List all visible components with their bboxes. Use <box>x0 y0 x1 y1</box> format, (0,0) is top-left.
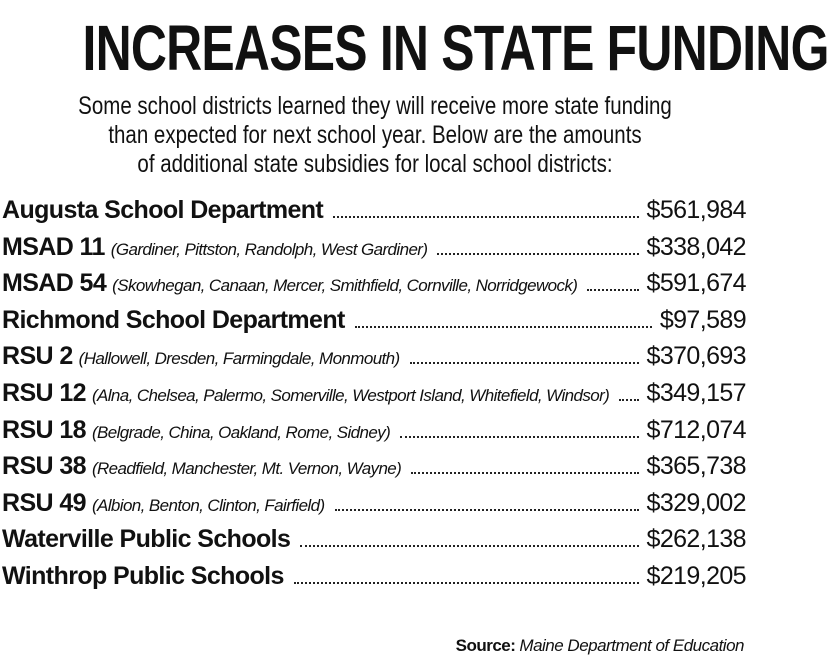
district-name: RSU 2 <box>2 342 73 371</box>
dot-leader <box>587 289 638 291</box>
intro-paragraph <box>68 92 683 179</box>
funding-row-augusta <box>2 192 746 229</box>
funding-row-rsu-38 <box>2 448 746 485</box>
row-label <box>2 229 647 269</box>
district-name: MSAD 11 <box>2 232 105 261</box>
dot-leader <box>619 399 638 401</box>
row-label <box>2 521 647 558</box>
dot-leader <box>294 582 639 584</box>
source-credit <box>456 634 744 658</box>
dot-leader <box>333 216 638 218</box>
funding-row-rsu-49 <box>2 485 746 522</box>
funding-row-winthrop <box>2 558 746 595</box>
funding-amount: $591,674 <box>646 269 746 298</box>
district-name: MSAD 54 <box>2 269 107 298</box>
row-label <box>2 412 647 452</box>
source-name: Maine Department of Education <box>519 636 744 655</box>
district-towns: (Belgrade, China, Oakland, Rome, Sidney) <box>91 422 391 442</box>
funding-amount: $365,738 <box>646 452 746 481</box>
row-label <box>2 558 647 595</box>
funding-amount: $370,693 <box>646 342 746 371</box>
funding-row-waterville <box>2 521 746 558</box>
funding-row-rsu-18 <box>2 412 746 449</box>
funding-amount: $329,002 <box>646 488 746 517</box>
funding-amount: $97,589 <box>659 305 746 334</box>
district-name: Waterville Public Schools <box>2 525 291 554</box>
funding-amount: $712,074 <box>646 415 746 444</box>
dot-leader <box>300 545 638 547</box>
dot-leader <box>411 472 638 474</box>
dot-leader <box>400 436 638 438</box>
dot-leader <box>335 509 639 511</box>
funding-row-msad-54 <box>2 265 746 302</box>
row-label <box>2 192 647 229</box>
funding-row-rsu-12 <box>2 375 746 412</box>
row-label <box>2 448 647 488</box>
headline: INCREASES IN STATE FUNDING <box>82 12 829 84</box>
district-towns: (Skowhegan, Canaan, Mercer, Smithfield, Cornville, Norridgewock) <box>112 276 578 296</box>
district-name: RSU 49 <box>2 488 86 517</box>
row-label <box>2 485 647 525</box>
row-label <box>2 375 647 415</box>
district-name: Richmond School Department <box>2 305 345 334</box>
district-name: RSU 12 <box>2 378 86 407</box>
intro-line: Some school districts learned they will receive more state funding <box>78 92 672 120</box>
funding-amount: $219,205 <box>646 561 746 590</box>
dot-leader <box>437 253 638 255</box>
funding-amount: $262,138 <box>646 525 746 554</box>
district-name: RSU 18 <box>2 415 86 444</box>
source-label: Source: <box>455 636 516 655</box>
dot-leader <box>355 326 652 328</box>
district-name: Winthrop Public Schools <box>2 561 284 590</box>
district-towns: (Hallowell, Dresden, Farmingdale, Monmouth) <box>78 349 400 369</box>
district-towns: (Readfield, Manchester, Mt. Vernon, Wayne) <box>91 459 402 479</box>
row-label <box>2 265 647 305</box>
intro-line: of additional state subsidies for local school districts: <box>137 150 613 178</box>
funding-amount: $338,042 <box>646 232 746 261</box>
row-label <box>2 302 660 339</box>
dot-leader <box>410 362 639 364</box>
district-name: Augusta School Department <box>2 196 324 224</box>
district-towns: (Alna, Chelsea, Palermo, Somerville, Westport Island, Whitefield, Windsor) <box>91 385 610 405</box>
district-towns: (Albion, Benton, Clinton, Fairfield) <box>91 495 325 515</box>
funding-list <box>2 192 746 595</box>
row-label <box>2 338 647 378</box>
district-towns: (Gardiner, Pittston, Randolph, West Gardiner) <box>110 239 428 259</box>
funding-row-msad-11 <box>2 229 746 266</box>
funding-amount: $561,984 <box>646 196 746 224</box>
district-name: RSU 38 <box>2 452 86 481</box>
funding-amount: $349,157 <box>646 378 746 407</box>
intro-line: than expected for next school year. Below are the amounts <box>108 121 642 149</box>
funding-row-richmond <box>2 302 746 339</box>
funding-row-rsu-2 <box>2 338 746 375</box>
